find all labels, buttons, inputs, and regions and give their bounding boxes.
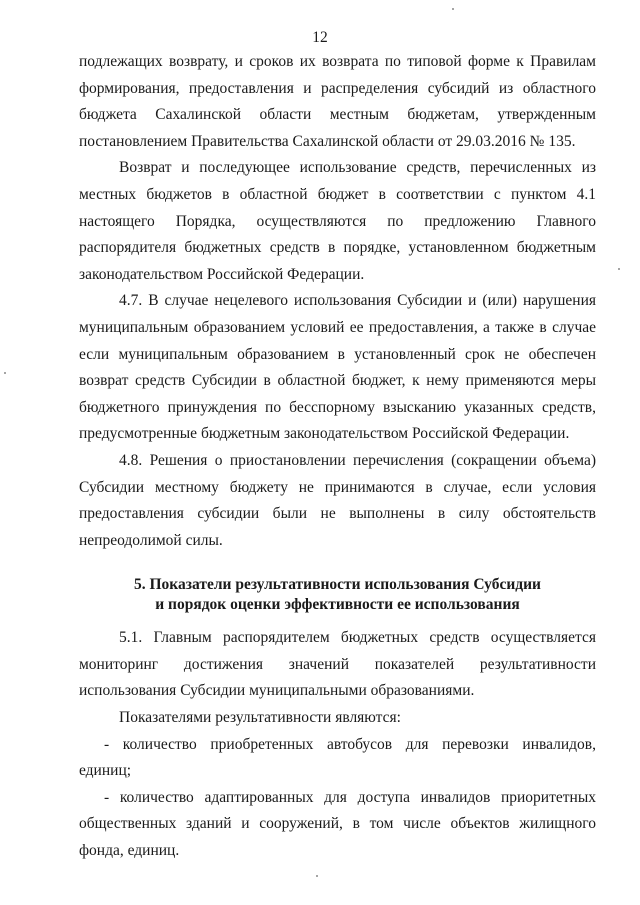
paragraph-p6 [79,705,596,732]
page-number: 12 [312,29,328,46]
scan-speck [452,8,454,10]
paragraph-p2 [79,155,596,288]
text-line: 4.8. Решения о приостановлении перечисления (сокращении объема) [119,451,596,469]
top-paragraphs [79,49,596,554]
text-line: непреодолимой силы. [79,531,223,549]
text-line: подлежащих возврату, и сроков их возврата по типовой форме к Правилам [79,53,596,70]
text-line: Показателями результативности являются: [119,709,401,727]
text-line: - количество адаптированных для доступа инвалидов приоритетных [104,788,596,806]
text-line: 4.7. В случае нецелевого использования Субсидии и (или) нарушения [119,292,596,310]
paragraph-p8 [79,785,596,865]
text-line: возврат средств Субсидии в областной бюджет, к нему применяются меры [79,372,596,390]
text-line: если муниципальным образованием в установленный срок не обеспечен [79,345,596,363]
paragraph-p5 [79,625,596,705]
section-5-heading-line-2: и порядок оценки эффективности ее использования [155,596,520,614]
scan-speck [316,875,318,877]
text-line: настоящего Порядка, осуществляются по предложению Главного [79,212,596,230]
scan-speck [618,268,620,270]
text-line: - количество приобретенных автобусов для перевозки инвалидов, [104,735,596,753]
section-5-heading-line-1: 5. Показатели результативности использования Субсидии [134,576,541,594]
text-line: единиц; [79,762,132,780]
document-body [79,49,596,865]
text-line: законодательством Российской Федерации. [79,265,365,283]
paragraph-p4 [79,448,596,554]
text-line: бюджетного принуждения по бесспорному взысканию указанных средств, [79,398,596,416]
text-line: постановлением Правительства Сахалинской области от 29.03.2016 № 135. [79,132,576,150]
bottom-paragraphs [79,625,596,864]
paragraph-p3 [79,288,596,448]
text-line: общественных зданий и сооружений, в том числе объектов жилищного [79,815,596,833]
text-line: местных бюджетов в областной бюджет в соответствии с пунктом 4.1 [79,185,596,203]
text-line: предусмотренные бюджетным законодательством Российской Федерации. [79,425,570,443]
text-line: использования Субсидии муниципальными образованиями. [79,682,475,700]
text-line: фонда, единиц. [79,842,180,860]
text-line: 5.1. Главным распорядителем бюджетных средств осуществляется [119,629,596,647]
text-line: формирования, предоставления и распределения субсидий из областного [79,79,596,97]
text-line: предоставления субсидии были не выполнены в силу обстоятельств [79,505,596,523]
text-line: муниципальным образованием условий ее предоставления, а также в случае [79,318,596,336]
paragraph-p1 [79,49,596,155]
text-line: мониторинг достижения значений показателей результативности [79,655,596,673]
scan-speck [4,372,6,374]
text-line: Возврат и последующее использование средств, перечисленных из [119,159,596,177]
text-line: Субсидии местному бюджету не принимаются в случае, если условия [79,478,596,496]
text-line: распорядителя бюджетных средств в порядке, установленном бюджетным [79,239,596,257]
section-5-heading [79,575,596,615]
text-line: бюджета Сахалинской области местным бюджетам, утвержденным [79,106,596,124]
paragraph-p7 [79,732,596,785]
